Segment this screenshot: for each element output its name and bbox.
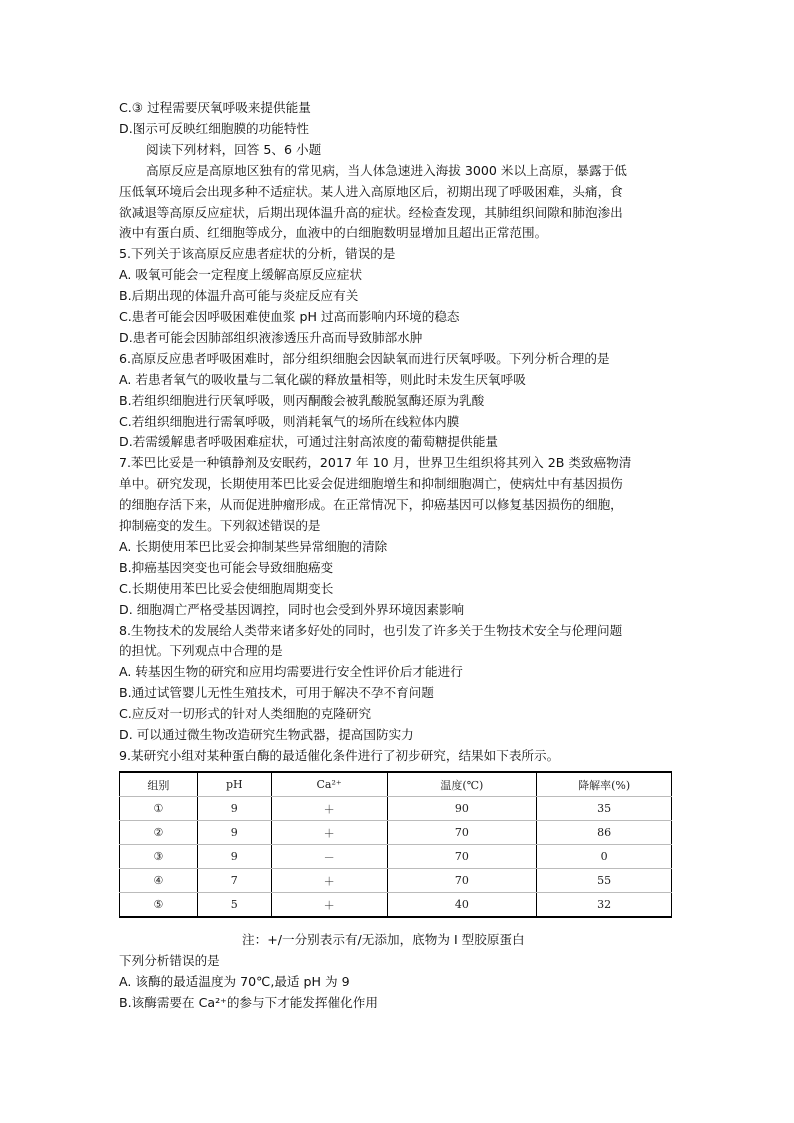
- text-line: 压低氧环境后会出现多种不适症状。某人进入高原地区后，初期出现了呼吸困难，头痛，食: [119, 183, 623, 199]
- cell-group: ③: [120, 845, 198, 869]
- cell-ph: 9: [197, 797, 271, 821]
- results-table: [119, 771, 672, 918]
- table-row: [120, 869, 672, 893]
- text-line: C.长期使用苯巴比妥会使细胞周期变长: [119, 580, 334, 596]
- cell-temperature: 70: [387, 845, 537, 869]
- text-line: 单中。研究发现，长期使用苯巴比妥会促进细胞增生和抑制细胞凋亡，使病灶中有基因损伤: [119, 476, 623, 492]
- text-line: 9.某研究小组对某种蛋白酶的最适催化条件进行了初步研究，结果如下表所示。: [119, 747, 560, 763]
- text-line: C.患者可能会因呼吸困难使血浆 pH 过高而影响内环境的稳态: [119, 309, 460, 324]
- cell-temperature: 40: [387, 893, 537, 918]
- option-9b: B.该酶需要在 Ca²⁺的参与下才能发挥催化作用: [119, 995, 378, 1010]
- cell-calcium: ＋: [271, 821, 387, 845]
- table-row: [120, 845, 672, 869]
- text-line: A. 转基因生物的研究和应用均需要进行安全性评价后才能进行: [119, 664, 463, 680]
- text-line: A. 长期使用苯巴比妥会抑制某些异常细胞的清除: [119, 538, 388, 554]
- text-line: 的担忧。下列观点中合理的是: [119, 643, 283, 659]
- table-row: [120, 797, 672, 821]
- cell-degradation: 32: [537, 893, 672, 918]
- cell-degradation: 0: [537, 845, 672, 869]
- text-line: D.若需缓解患者呼吸困难症状，可通过注射高浓度的葡萄糖提供能量: [119, 434, 498, 450]
- cell-calcium: ＋: [271, 893, 387, 918]
- cell-degradation: 86: [537, 821, 672, 845]
- cell-calcium: －: [271, 845, 387, 869]
- cell-ph: 9: [197, 821, 271, 845]
- cell-ph: 7: [197, 869, 271, 893]
- text-line: 的细胞存活下来，从而促进肿瘤形成。在正常情况下，抑癌基因可以修复基因损伤的细胞，: [119, 497, 623, 513]
- text-line: B.通过试管婴儿无性生殖技术，可用于解决不孕不育问题: [119, 685, 434, 701]
- text-line: 8.生物技术的发展给人类带来诸多好处的同时，也引发了许多关于生物技术安全与伦理问题: [119, 622, 623, 638]
- cell-calcium: ＋: [271, 797, 387, 821]
- cell-ph: 5: [197, 893, 271, 918]
- text-line: 7.苯巴比妥是一种镇静剂及安眠药，2017 年 10 月，世界卫生组织将其列入 2B 类致癌物清: [119, 455, 632, 471]
- cell-ph: 9: [197, 845, 271, 869]
- text-line: A. 吸氧可能会一定程度上缓解高原反应症状: [119, 267, 363, 283]
- table-row: [120, 893, 672, 918]
- text-line: 5.下列关于该高原反应患者症状的分析，错误的是: [119, 246, 396, 262]
- text-line: B.后期出现的体温升高可能与炎症反应有关: [119, 288, 359, 304]
- text-line: D. 细胞凋亡严格受基因调控，同时也会受到外界环境因素影响: [119, 601, 465, 617]
- table-row: [120, 821, 672, 845]
- text-line: A. 若患者氧气的吸收量与二氧化碳的释放量相等，则此时未发生厌氧呼吸: [119, 371, 526, 387]
- text-line: 6.高原反应患者呼吸困难时，部分组织细胞会因缺氧而进行厌氧呼吸。下列分析合理的是: [119, 350, 610, 366]
- text-line: 高原反应是高原地区独有的常见病，当人体急速进入海拔 3000 米以上高原，暴露于低: [146, 162, 627, 178]
- cell-temperature: 70: [387, 869, 537, 893]
- text-line: 液中有蛋白质、红细胞等成分，血液中的白细胞数明显增加且超出正常范围。: [119, 225, 548, 241]
- text-line: B.抑癌基因突变也可能会导致细胞癌变: [119, 559, 334, 575]
- cell-group: ②: [120, 821, 198, 845]
- text-line: C.③ 过程需要厌氧呼吸来提供能量: [119, 100, 311, 115]
- text-line: 抑制癌变的发生。下列叙述错误的是: [119, 518, 321, 533]
- question-9-stem: 下列分析错误的是: [119, 953, 220, 968]
- cell-temperature: 90: [387, 797, 537, 821]
- col-header-degradation: 降解率(%): [537, 772, 672, 797]
- text-line: D.患者可能会因肺部组织液渗透压升高而导致肺部水肿: [119, 329, 423, 345]
- table-note: 注：+/一分别表示有/无添加，底物为 I 型胶原蛋白: [242, 932, 525, 947]
- col-header-ph: pH: [197, 772, 271, 797]
- cell-degradation: 35: [537, 797, 672, 821]
- text-line: D. 可以通过微生物改造研究生物武器，提高国防实力: [119, 727, 414, 742]
- text-line: C.应反对一切形式的针对人类细胞的克隆研究: [119, 706, 372, 722]
- cell-group: ①: [120, 797, 198, 821]
- text-line: 阅读下列材料，回答 5、6 小题: [146, 141, 322, 157]
- text-line: C.若组织细胞进行需氧呼吸，则消耗氧气的场所在线粒体内膜: [119, 413, 460, 429]
- option-9a: A. 该酶的最适温度为 70℃,最适 pH 为 9: [119, 974, 350, 989]
- cell-degradation: 55: [537, 869, 672, 893]
- cell-calcium: ＋: [271, 869, 387, 893]
- text-line: D.图示可反映红细胞膜的功能特性: [119, 120, 310, 136]
- cell-group: ⑤: [120, 893, 198, 918]
- cell-temperature: 70: [387, 821, 537, 845]
- cell-group: ④: [120, 869, 198, 893]
- text-line: B.若组织细胞进行厌氧呼吸，则丙酮酸会被乳酸脱氢酶还原为乳酸: [119, 392, 485, 408]
- col-header-calcium: Ca²⁺: [271, 772, 387, 797]
- text-line: 欲减退等高原反应症状，后期出现体温升高的症状。经检查发现，其肺组织间隙和肺泡渗出: [119, 204, 623, 220]
- table-header-row: [120, 772, 672, 797]
- col-header-group: 组别: [120, 772, 198, 797]
- col-header-temperature: 温度(℃): [387, 772, 537, 797]
